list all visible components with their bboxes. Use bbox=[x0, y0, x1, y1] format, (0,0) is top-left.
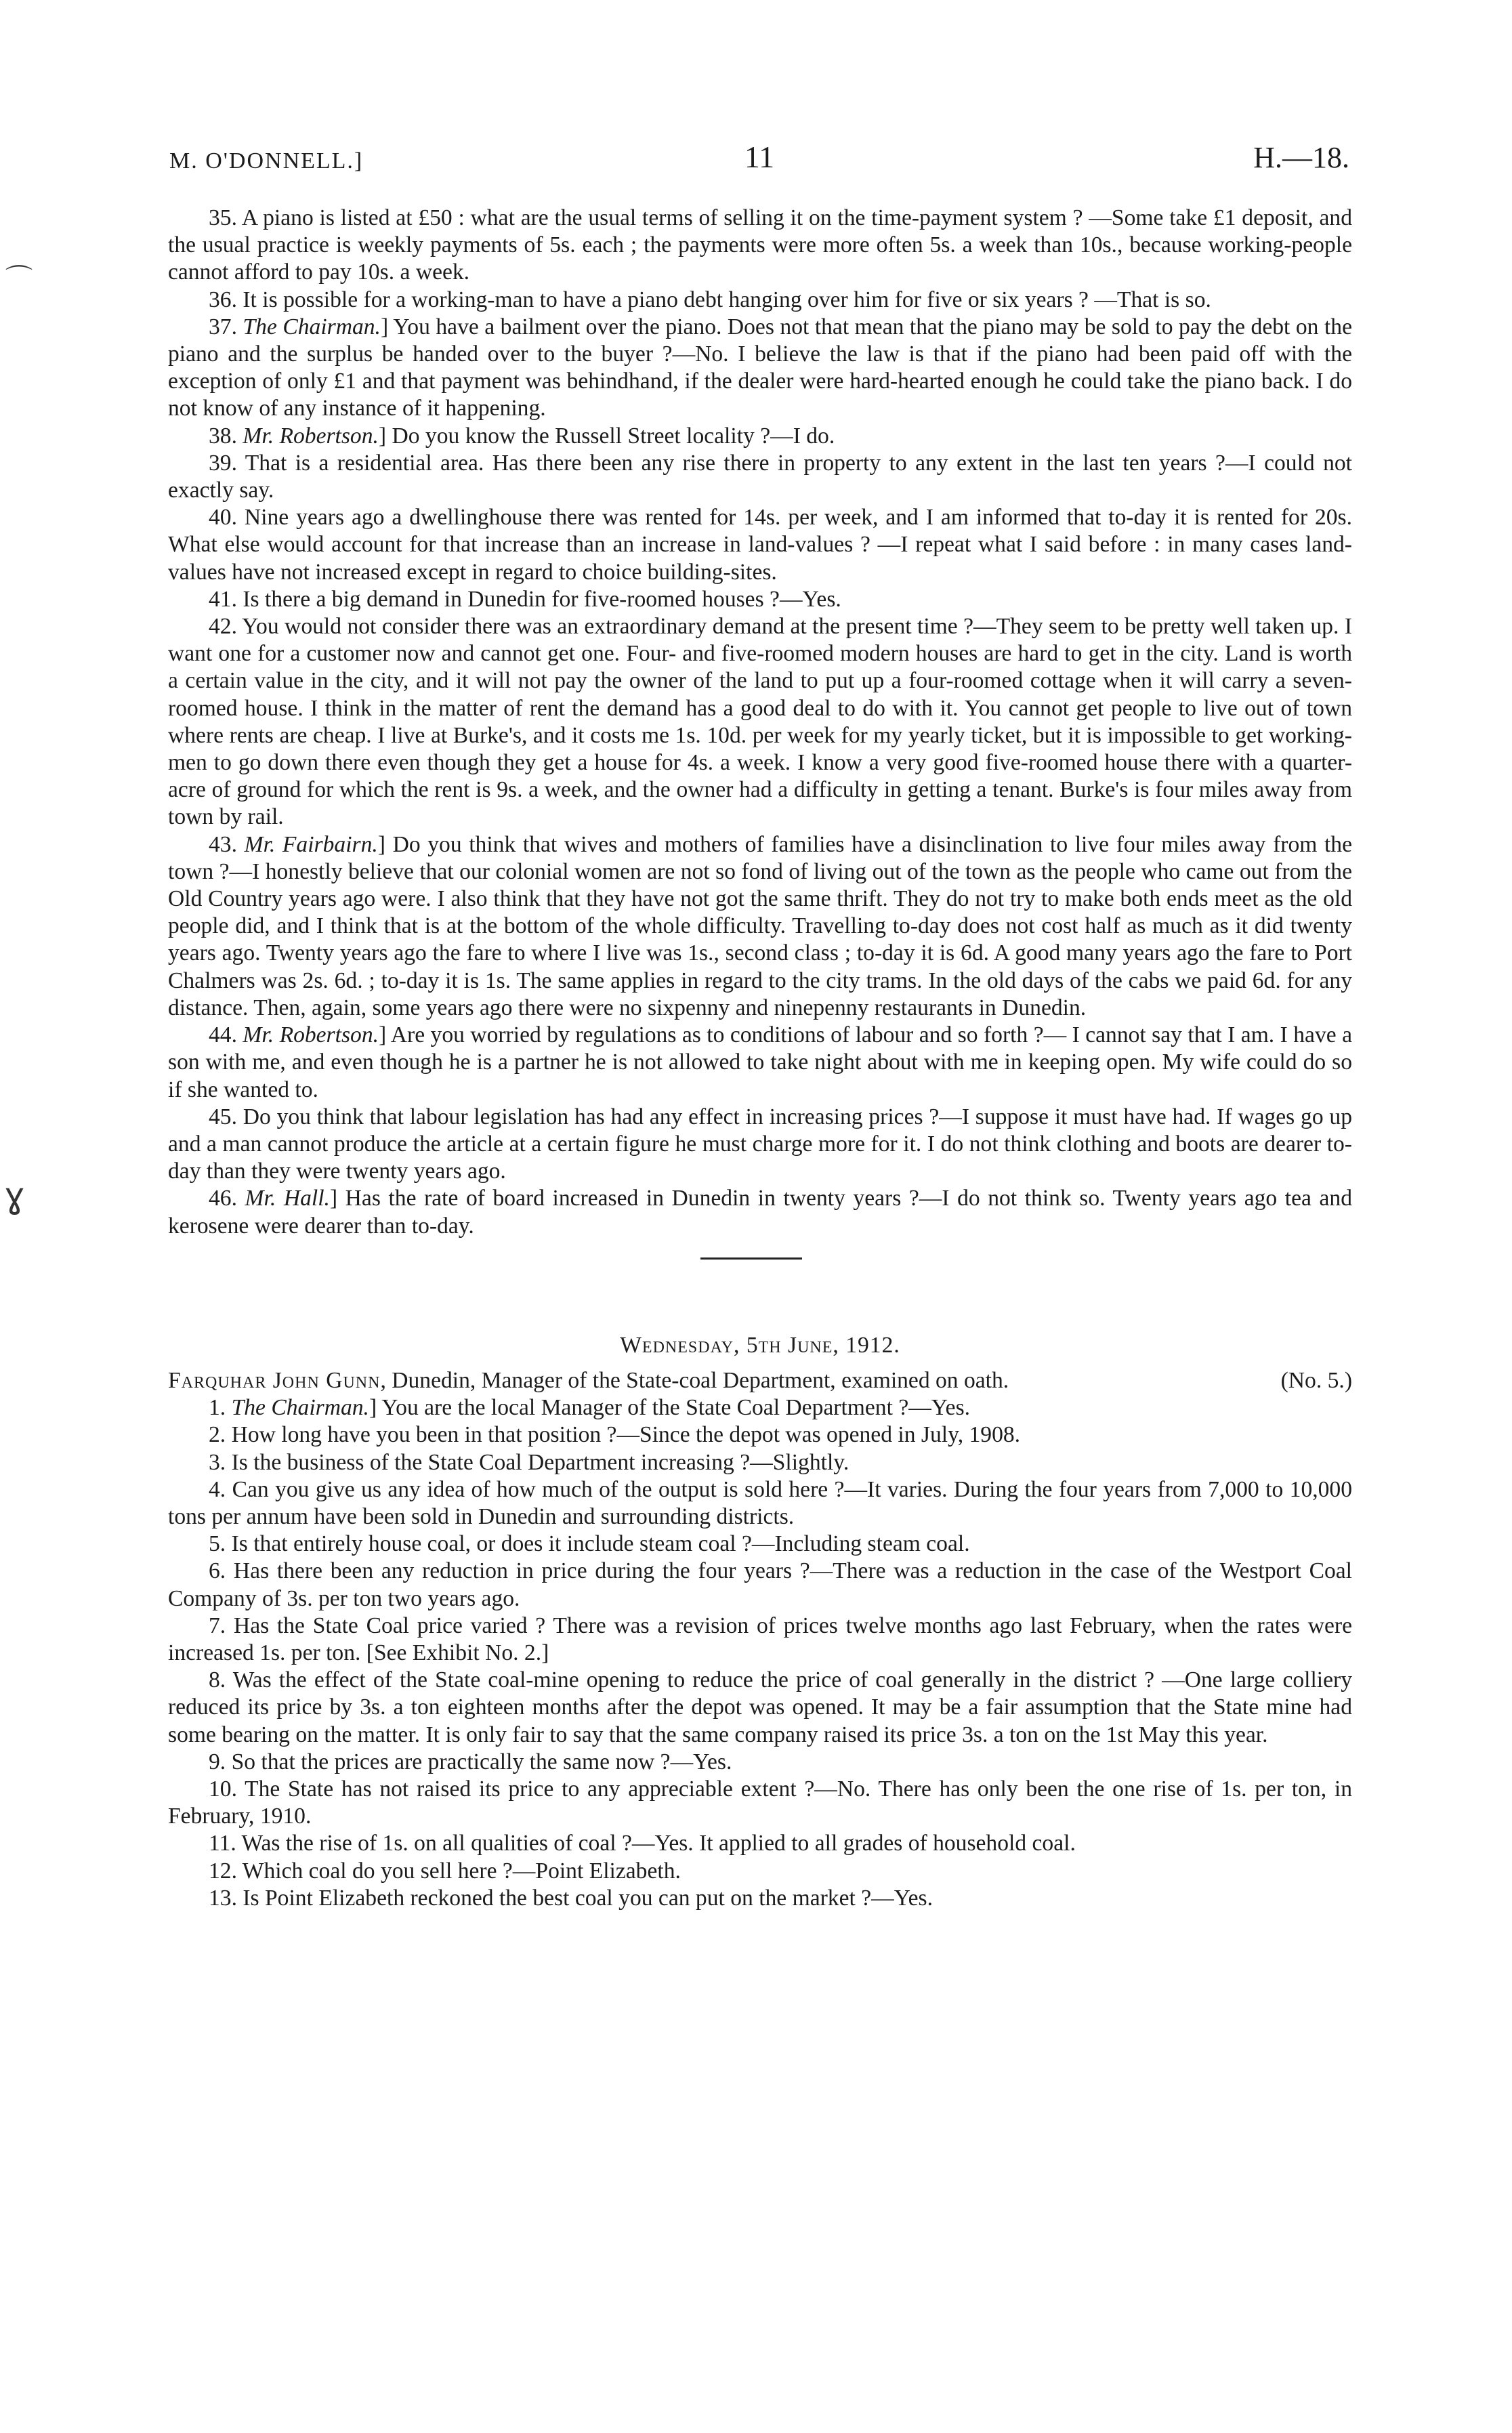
margin-tick-mark: ⌒ bbox=[5, 264, 33, 295]
testimony-paragraph: 6. Has there been any reduction in price during the four years ?—There was a reduction in the case of the Westport Coal Company of 3s. per ton two years ago. bbox=[168, 1558, 1352, 1611]
testimony-paragraph: 7. Has the State Coal price varied ? There was a revision of prices twelve months ago last February, when the rates were increased 1s. per ton. [See Exhibit No. 2.] bbox=[168, 1613, 1352, 1665]
page-number: 11 bbox=[744, 140, 775, 174]
testimony-paragraph: 38. Mr. Robertson.] Do you know the Russell Street locality ?—I do. bbox=[209, 423, 835, 449]
testimony-paragraph: 43. Mr. Fairbairn.] Do you think that wives and mothers of families have a disinclination to live four miles away from the town ?—I honestly believe that our colonial women are not so fond of living out of the town as the people who came out from the Old Country years ago were. I also think that they have not got the same thrift. They do not try to make both ends meet as the old people did, and I think that is at the bottom of the whole difficulty. Travelling to-day does not cost half as much as it did twenty years ago. Twenty years ago the fare to where I live was 1s., second class ; to-day it is 6d. A good many years ago the fare to Port Chalmers was 2s. 6d. ; to-day it is 1s. The same applies in regard to the city trams. In the old days of the cabs we paid 6d. for any distance. Then, again, some years ago there were no sixpenny and ninepenny restaurants in Dunedin. bbox=[168, 831, 1352, 1020]
testimony-paragraph: 11. Was the rise of 1s. on all qualities of coal ?—Yes. It applied to all grades of household coal. bbox=[209, 1831, 1076, 1856]
testimony-paragraph: 2. How long have you been in that position ?—Since the depot was opened in July, 1908. bbox=[209, 1422, 1021, 1448]
testimony-paragraph: 45. Do you think that labour legislation has had any effect in increasing prices ?—I suppose it must have had. If wages go up and a man cannot produce the article at a certain figure he must charge more for it. I do not think clothing and boots are dearer to-day than they were twenty years ago. bbox=[168, 1104, 1352, 1184]
margin-check-mark: ɣ bbox=[4, 1176, 25, 1216]
testimony-paragraph: 40. Nine years ago a dwellinghouse there was rented for 14s. per week, and I am informed that to-day it is rented for 20s. What else would account for that increase than an increase in land-values ? —I repeat what I said before : in many cases land-values have not increased except in regard to choice building-sites. bbox=[168, 505, 1352, 585]
testimony-section-gunn bbox=[168, 1394, 1352, 1912]
document-body bbox=[168, 205, 1352, 1912]
page-header bbox=[169, 139, 1349, 186]
testimony-paragraph: 10. The State has not raised its price to any appreciable extent ?—No. There has only been the one rise of 1s. per ton, in February, 1910. bbox=[168, 1776, 1352, 1829]
testimony-paragraph: 13. Is Point Elizabeth reckoned the best coal you can put on the market ?—Yes. bbox=[209, 1885, 933, 1911]
witness-description: , Dunedin, Manager of the State-coal Department, examined on oath. bbox=[380, 1367, 1009, 1393]
testimony-paragraph: 8. Was the effect of the State coal-mine opening to reduce the price of coal generally in the district ? —One large colliery reduced its price by 3s. a ton eighteen months after the depot was opened. It may be a fair assumption that the State mine had some bearing on the matter. It is only fair to say that the same company raised its price 3s. a ton on the 1st May this year. bbox=[168, 1667, 1352, 1747]
testimony-paragraph: 46. Mr. Hall.] Has the rate of board increased in Dunedin in twenty years ?—I do not think so. Twenty years ago tea and kerosene were dearer than to-day. bbox=[168, 1186, 1352, 1239]
testimony-paragraph: 1. The Chairman.] You are the local Manager of the State Coal Department ?—Yes. bbox=[209, 1395, 971, 1421]
testimony-paragraph: 44. Mr. Robertson.] Are you worried by regulations as to conditions of labour and so forth ?— I cannot say that I am. I have a son with me, and even though he is a partner he is not allowed to take night about with me in keeping open. My wife could do so if she wanted to. bbox=[168, 1022, 1352, 1102]
testimony-paragraph: 4. Can you give us any idea of how much of the output is sold here ?—It varies. During the four years from 7,000 to 10,000 tons per annum have been sold in Dunedin and surrounding districts. bbox=[168, 1476, 1352, 1529]
witness-line bbox=[168, 1367, 1352, 1394]
testimony-paragraph: 41. Is there a big demand in Dunedin for five-roomed houses ?—Yes. bbox=[209, 586, 841, 612]
testimony-paragraph: 12. Which coal do you sell here ?—Point Elizabeth. bbox=[209, 1858, 681, 1884]
testimony-paragraph: 37. The Chairman.] You have a bailment over the piano. Does not that mean that the piano may be sold to pay the debt on the piano and the surplus be handed over to the buyer ?—No. I believe the law is that if the piano had been paid off with the exception of only £1 and that payment was behindhand, if the dealer were hard-hearted enough he could take the piano back. I do not know of any instance of it happening. bbox=[168, 314, 1352, 421]
witness-number: (No. 5.) bbox=[1280, 1367, 1352, 1393]
witness-name: Farquhar John Gunn bbox=[168, 1367, 381, 1393]
header-witness: M. O'DONNELL.] bbox=[169, 148, 364, 173]
testimony-section-odonnell bbox=[168, 205, 1352, 1240]
testimony-paragraph: 9. So that the prices are practically the same now ?—Yes. bbox=[209, 1749, 732, 1774]
document-reference: H.—18. bbox=[1253, 141, 1349, 174]
testimony-paragraph: 3. Is the business of the State Coal Department increasing ?—Slightly. bbox=[209, 1449, 849, 1475]
divider-rule bbox=[700, 1257, 802, 1260]
testimony-paragraph: 42. You would not consider there was an extraordinary demand at the present time ?—They seem to be pretty well taken up. I want one for a customer now and cannot get one. Four- and five-roomed modern houses are hard to get in the city. Land is worth a certain value in the city, and it will not pay the owner of the land to put up a four-roomed cottage when it will carry a seven-roomed house. I think in the matter of rent the demand has a good deal to do with it. You cannot get people to live out of town where rents are cheap. I live at Burke's, and it costs me 1s. 10d. per week for my yearly ticket, but it is impossible to get working-men to go down there even though they get a house for 4s. a week. I know a very good five-roomed house there with a quarter-acre of ground for which the rent is 9s. a week, and the owner had a difficulty in getting a tenant. Burke's is four miles away from town by rail. bbox=[168, 614, 1352, 830]
testimony-paragraph: 36. It is possible for a working-man to have a piano debt hanging over him for five or six years ? —That is so. bbox=[209, 287, 1211, 312]
section-divider bbox=[168, 1240, 1352, 1293]
testimony-paragraph: 39. That is a residential area. Has there been any rise there in property to any extent in the last ten years ?—I could not exactly say. bbox=[168, 450, 1352, 503]
testimony-paragraph: 5. Is that entirely house coal, or does it include steam coal ?—Including steam coal. bbox=[209, 1531, 970, 1557]
session-date: Wednesday, 5th June, 1912. bbox=[620, 1332, 900, 1358]
testimony-paragraph: 35. A piano is listed at £50 : what are the usual terms of selling it on the time-payment system ? —Some take £1 deposit, and the usual practice is weekly payments of 5s. each ; the payments were more often 5s. a week than 10s., because working-people cannot afford to pay 10s. a week. bbox=[168, 205, 1352, 285]
